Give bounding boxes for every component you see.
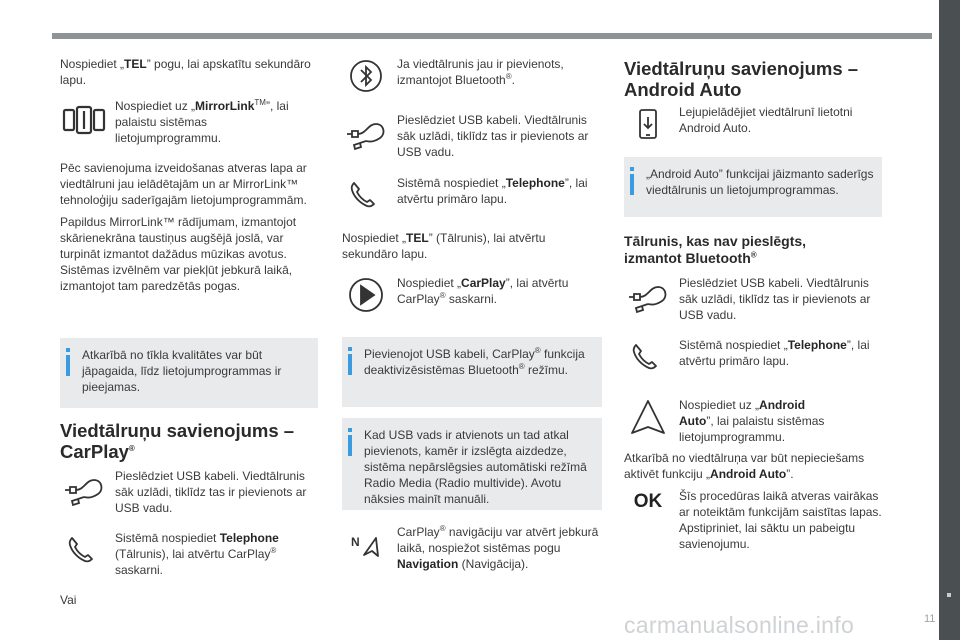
usb-cable-icon — [624, 275, 672, 315]
navigation-arrow-icon — [342, 524, 390, 564]
play-icon — [342, 275, 390, 315]
carplay-row — [342, 275, 604, 325]
android-auto-text: Nospiediet uz „Android Auto”, lai palaistu sistēmas lietojumprogrammu. — [679, 398, 825, 444]
info-icon — [348, 428, 352, 456]
ok-icon: OK — [633, 491, 663, 512]
telephone-text: Sistēmā nospiediet Telephone (Tālrunis), lai atvērtu CarPlay® saskarni. — [115, 531, 279, 577]
mirrorlink-paragraph-2: Papildus MirrorLink™ rādījumam, izmantojot skārienekrāna taustiņus augšējā joslā, var turpināt izmantot dažādus mūzikas avotus. Sistēmas izvēlnēm var piekļūt jebkurā laikā, izmantojot tam paredzētās pogas. — [60, 215, 297, 293]
page-number: 11 — [924, 613, 936, 625]
telephone-row — [60, 530, 322, 580]
mirrorlink-bold: MirrorLink — [195, 99, 255, 113]
info-icon — [630, 167, 634, 195]
mirrorlink-paragraph: Pēc savienojuma izveidošanas atveras lapa ar viedtālruni jau ielādētajām un ar MirrorLink™ tehnoloģiju saderīgajām lietojumprogrammām. — [60, 161, 307, 207]
telephone-row-2 — [342, 175, 604, 215]
or-text: Vai — [60, 593, 77, 607]
usb-text: Pieslēdziet USB kabeli. Viedtālrunis sāk uzlādi, tiklīdz tas ir pievienots ar USB vadu. — [115, 469, 307, 515]
android-auto-row — [624, 397, 894, 447]
carplay-heading: Viedtālruņu savienojums – CarPlay® — [60, 420, 295, 462]
download-row — [624, 104, 894, 149]
telephone-text: Sistēmā nospiediet „Telephone”, lai atvērtu primāro lapu. — [397, 176, 588, 206]
mirrorlink-row — [60, 98, 320, 148]
mirrorlink-text-b: ”, lai palaistu sistēmas lietojumprogrammu. — [115, 99, 289, 145]
page-side-tab — [939, 0, 960, 640]
ok-text: Šīs procedūras laikā atveras vairākas ar noteiktām funkcijām saistītas lapas. Apstipriniet, lai sāktu un pabeigtu savienojumu. — [679, 489, 882, 551]
phone-app-download-icon — [624, 104, 672, 144]
telephone-row-3 — [624, 337, 894, 377]
usb-text: Pieslēdziet USB kabeli. Viedtālrunis sāk uzlādi, tiklīdz tas ir pievienots ar USB vadu. — [679, 276, 871, 322]
mirrorlink-tm: TM — [254, 98, 266, 107]
svg-text:N: N — [351, 535, 360, 549]
phone-icon — [60, 530, 108, 570]
info-text: „Android Auto” funkcijai jāizmanto saderīgs viedtālrunis un lietojumprogrammas. — [646, 167, 874, 197]
navigation-row — [342, 524, 604, 574]
phone-icon — [342, 175, 390, 215]
ok-row — [624, 488, 894, 578]
android-auto-icon — [624, 397, 672, 437]
side-tab-marker — [947, 593, 951, 597]
mirrorlink-icon — [60, 98, 108, 138]
bluetooth-row — [342, 56, 604, 106]
info-icon — [66, 348, 70, 376]
usb-text: Pieslēdziet USB kabeli. Viedtālrunis sāk uzlādi, tiklīdz tas ir pievienots ar USB vadu. — [397, 113, 589, 159]
usb-cable-icon — [342, 112, 390, 152]
bluetooth-icon — [342, 56, 390, 96]
telephone-text: Sistēmā nospiediet „Telephone”, lai atvērtu primāro lapu. — [679, 338, 870, 368]
usb-row — [60, 468, 322, 518]
tel-instruction: Nospiediet „TEL” pogu, lai apskatītu sekundāro lapu. — [60, 57, 311, 87]
info-box-android — [624, 157, 882, 217]
bluetooth-text: Ja viedtālrunis jau ir pievienots, izmantojot Bluetooth®. — [397, 57, 564, 87]
download-text: Lejupielādējiet viedtālrunī lietotni Android Auto. — [679, 105, 853, 135]
info-icon — [348, 347, 352, 375]
info-text: Atkarībā no tīkla kvalitātes var būt jāpagaida, līdz lietojumprogrammas ir pieejamas. — [82, 348, 282, 394]
carplay-text: Nospiediet „CarPlay”, lai atvērtu CarPlay® saskarni. — [397, 276, 569, 306]
info-text: Pievienojot USB kabeli, CarPlay® funkcija deaktivizēsistēmas Bluetooth® režīmu. — [364, 346, 585, 377]
info-box-bluetooth — [342, 337, 602, 407]
info-box-network — [60, 338, 318, 408]
navigation-text: CarPlay® navigāciju var atvērt jebkurā laikā, nospiežot sistēmas pogu Navigation (Navigācija). — [397, 524, 599, 571]
android-auto-heading: Viedtālruņu savienojums – Android Auto — [624, 58, 859, 100]
top-rule — [52, 33, 932, 39]
usb-row-2 — [342, 112, 604, 162]
mirrorlink-text-a: Nospiediet uz „ — [115, 99, 196, 113]
activate-text: Atkarībā no viedtālruņa var būt nepieciešams aktivēt funkciju „Android Auto”. — [624, 451, 865, 481]
phone-icon — [624, 337, 672, 377]
info-box-usb — [342, 418, 602, 510]
bluetooth-subheading: Tālrunis, kas nav pieslēgts, izmantot Bluetooth® — [624, 233, 807, 266]
usb-cable-icon — [60, 468, 108, 508]
info-text: Kad USB vads ir atvienots un tad atkal pievienots, kamēr ir izslēgta aizdedze, sistēma nepārslēgsies automātiski režīmā Radio Media (Radio multivide). Avotu nāksies mainīt manuāli. — [364, 428, 587, 506]
tel-instruction-2: Nospiediet „TEL” (Tālrunis), lai atvērtu sekundāro lapu. — [342, 231, 546, 261]
watermark: carmanualsonline.info — [624, 612, 855, 638]
usb-row-3 — [624, 275, 894, 325]
